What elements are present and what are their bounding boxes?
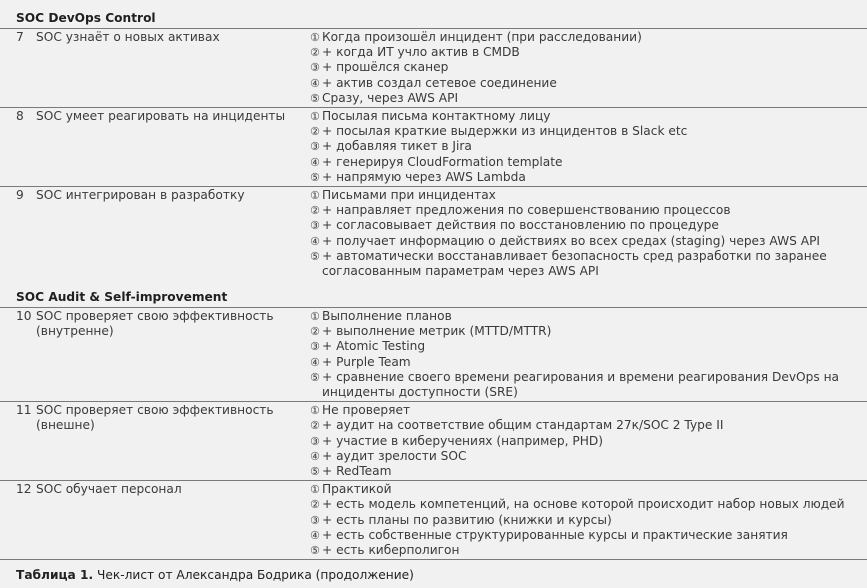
row-criterion: SOC проверяет свою эффективность (внутренне)	[36, 309, 274, 339]
row-options	[310, 309, 867, 400]
option-text: + участие в киберучениях (например, PHD)	[322, 433, 604, 448]
section-devops-control	[0, 10, 867, 279]
row-options	[310, 30, 867, 106]
option-item	[310, 60, 867, 75]
option-number-icon: ④	[310, 528, 320, 542]
option-item	[310, 218, 867, 233]
option-text: + Atomic Testing	[322, 339, 426, 354]
option-text: Сразу, через AWS API	[322, 90, 459, 105]
option-number-icon: ②	[310, 125, 320, 139]
option-number-icon: ④	[310, 234, 320, 248]
option-item	[310, 324, 867, 339]
option-item	[310, 188, 867, 203]
option-item	[310, 449, 867, 464]
table-row	[0, 481, 867, 558]
option-number-icon: ①	[310, 31, 320, 44]
table-row	[0, 187, 867, 279]
table-row	[0, 308, 867, 400]
option-number-icon: ⑤	[310, 370, 320, 384]
option-item	[310, 45, 867, 60]
option-number-icon: ②	[310, 325, 320, 339]
option-text: Практикой	[322, 482, 392, 497]
option-text: + направляет предложения по совершенствованию процессов	[322, 203, 731, 218]
option-text: + актив создал сетевое соединение	[322, 75, 557, 90]
row-number: 7	[16, 30, 24, 44]
option-text: + когда ИТ учло актив в CMDB	[322, 45, 520, 60]
option-text: + есть киберполигон	[322, 543, 460, 558]
option-number-icon: ①	[310, 483, 320, 497]
section-title: SOC DevOps Control	[16, 11, 156, 25]
option-text: + напрямую через AWS Lambda	[322, 169, 526, 184]
option-number-icon: ②	[310, 498, 320, 512]
option-text: Когда произошёл инцидент (при расследовании)	[322, 30, 642, 44]
row-number: 12	[16, 482, 32, 497]
option-item	[310, 124, 867, 139]
option-item	[310, 249, 867, 279]
option-item	[310, 464, 867, 479]
option-item	[310, 170, 867, 185]
option-number-icon: ②	[310, 204, 320, 218]
option-text: + согласовывает действия по восстановлению по процедуре	[322, 218, 719, 233]
option-item	[310, 339, 867, 354]
option-number-icon: ⑤	[310, 465, 320, 479]
option-number-icon: ④	[310, 355, 320, 369]
option-text: Посылая письма контактному лицу	[322, 109, 551, 124]
table-caption	[0, 567, 867, 583]
table-row	[0, 402, 867, 479]
option-number-icon: ①	[310, 310, 320, 323]
option-text: + сравнение своего времени реагирования и времени реагирования DevOps на инциденты доступности (SRE)	[322, 369, 840, 400]
option-number-icon: ④	[310, 76, 320, 90]
option-number-icon: ④	[310, 449, 320, 463]
option-item	[310, 91, 867, 106]
option-number-icon: ②	[310, 419, 320, 433]
option-number-icon: ③	[310, 340, 320, 354]
option-item	[310, 109, 867, 124]
option-item	[310, 155, 867, 170]
option-text: + получает информацию о действиях во всех средах (staging) через AWS API	[322, 233, 821, 248]
row-criterion: SOC умеет реагировать на инциденты	[36, 109, 286, 124]
option-number-icon: ①	[310, 189, 320, 203]
option-text: Выполнение планов	[322, 309, 452, 323]
row-number: 8	[16, 109, 24, 124]
row-number: 10	[16, 309, 32, 323]
option-item	[310, 418, 867, 433]
option-text: + аудит зрелости SOC	[322, 448, 467, 463]
option-item	[310, 355, 867, 370]
option-item	[310, 203, 867, 218]
option-number-icon: ③	[310, 140, 320, 154]
option-item	[310, 497, 867, 512]
option-number-icon: ⑤	[310, 170, 320, 184]
row-number: 9	[16, 188, 24, 203]
row-number: 11	[16, 403, 32, 418]
option-text: + прошёлся сканер	[322, 60, 449, 75]
option-number-icon: ⑤	[310, 249, 320, 263]
option-item	[310, 403, 867, 418]
option-text: + добавляя тикет в Jira	[322, 139, 472, 154]
option-text: + RedTeam	[322, 464, 392, 479]
option-text: + генерируя CloudFormation template	[322, 154, 563, 169]
row-criterion: SOC узнаёт о новых активах	[36, 30, 220, 44]
option-text: + есть собственные структурированные курсы и практические занятия	[322, 527, 788, 542]
row-options	[310, 188, 867, 279]
option-number-icon: ④	[310, 155, 320, 169]
option-item	[310, 76, 867, 91]
option-number-icon: ③	[310, 513, 320, 527]
section-title: SOC Audit & Self-improvement	[16, 290, 228, 304]
option-item	[310, 482, 867, 497]
option-item	[310, 434, 867, 449]
option-number-icon: ⑤	[310, 544, 320, 558]
option-item	[310, 234, 867, 249]
option-text: + выполнение метрик (MTTD/MTTR)	[322, 324, 552, 339]
row-options	[310, 403, 867, 479]
option-item	[310, 513, 867, 528]
option-number-icon: ③	[310, 219, 320, 233]
row-options	[310, 109, 867, 185]
option-text: + автоматически восстанавливает безопасность сред разработки по заранее согласованным параметрам через AWS API	[322, 248, 827, 279]
option-number-icon: ②	[310, 46, 320, 60]
option-item	[310, 543, 867, 558]
row-options	[310, 482, 867, 558]
option-number-icon: ⑤	[310, 91, 320, 105]
option-text: + посылая краткие выдержки из инцидентов в Slack etc	[322, 124, 688, 139]
option-text: + аудит на соответствие общим стандартам 27к/SOC 2 Type II	[322, 418, 724, 433]
divider	[0, 559, 867, 560]
option-item	[310, 370, 867, 400]
row-criterion: SOC обучает персонал	[36, 482, 182, 497]
option-text: + есть планы по развитию (книжки и курсы)	[322, 512, 612, 527]
table-row	[0, 108, 867, 185]
option-item	[310, 30, 867, 45]
table-row	[0, 29, 867, 106]
caption-label: Таблица 1.	[16, 568, 94, 582]
option-number-icon: ③	[310, 61, 320, 75]
row-criterion: SOC интегрирован в разработку	[36, 188, 245, 203]
option-item	[310, 139, 867, 154]
option-number-icon: ①	[310, 404, 320, 418]
row-criterion: SOC проверяет свою эффективность (внешне)	[36, 403, 274, 433]
option-number-icon: ③	[310, 434, 320, 448]
option-text: Не проверяет	[322, 403, 411, 418]
section-audit-self-improvement	[0, 289, 867, 560]
option-text: + есть модель компетенций, на основе которой происходит набор новых людей	[322, 497, 845, 512]
option-number-icon: ①	[310, 110, 320, 124]
option-text: Письмами при инцидентах	[322, 188, 496, 203]
option-item	[310, 528, 867, 543]
option-item	[310, 309, 867, 324]
caption-text: Чек-лист от Александра Бодрика (продолжение)	[93, 568, 414, 582]
option-text: + Purple Team	[322, 354, 411, 369]
